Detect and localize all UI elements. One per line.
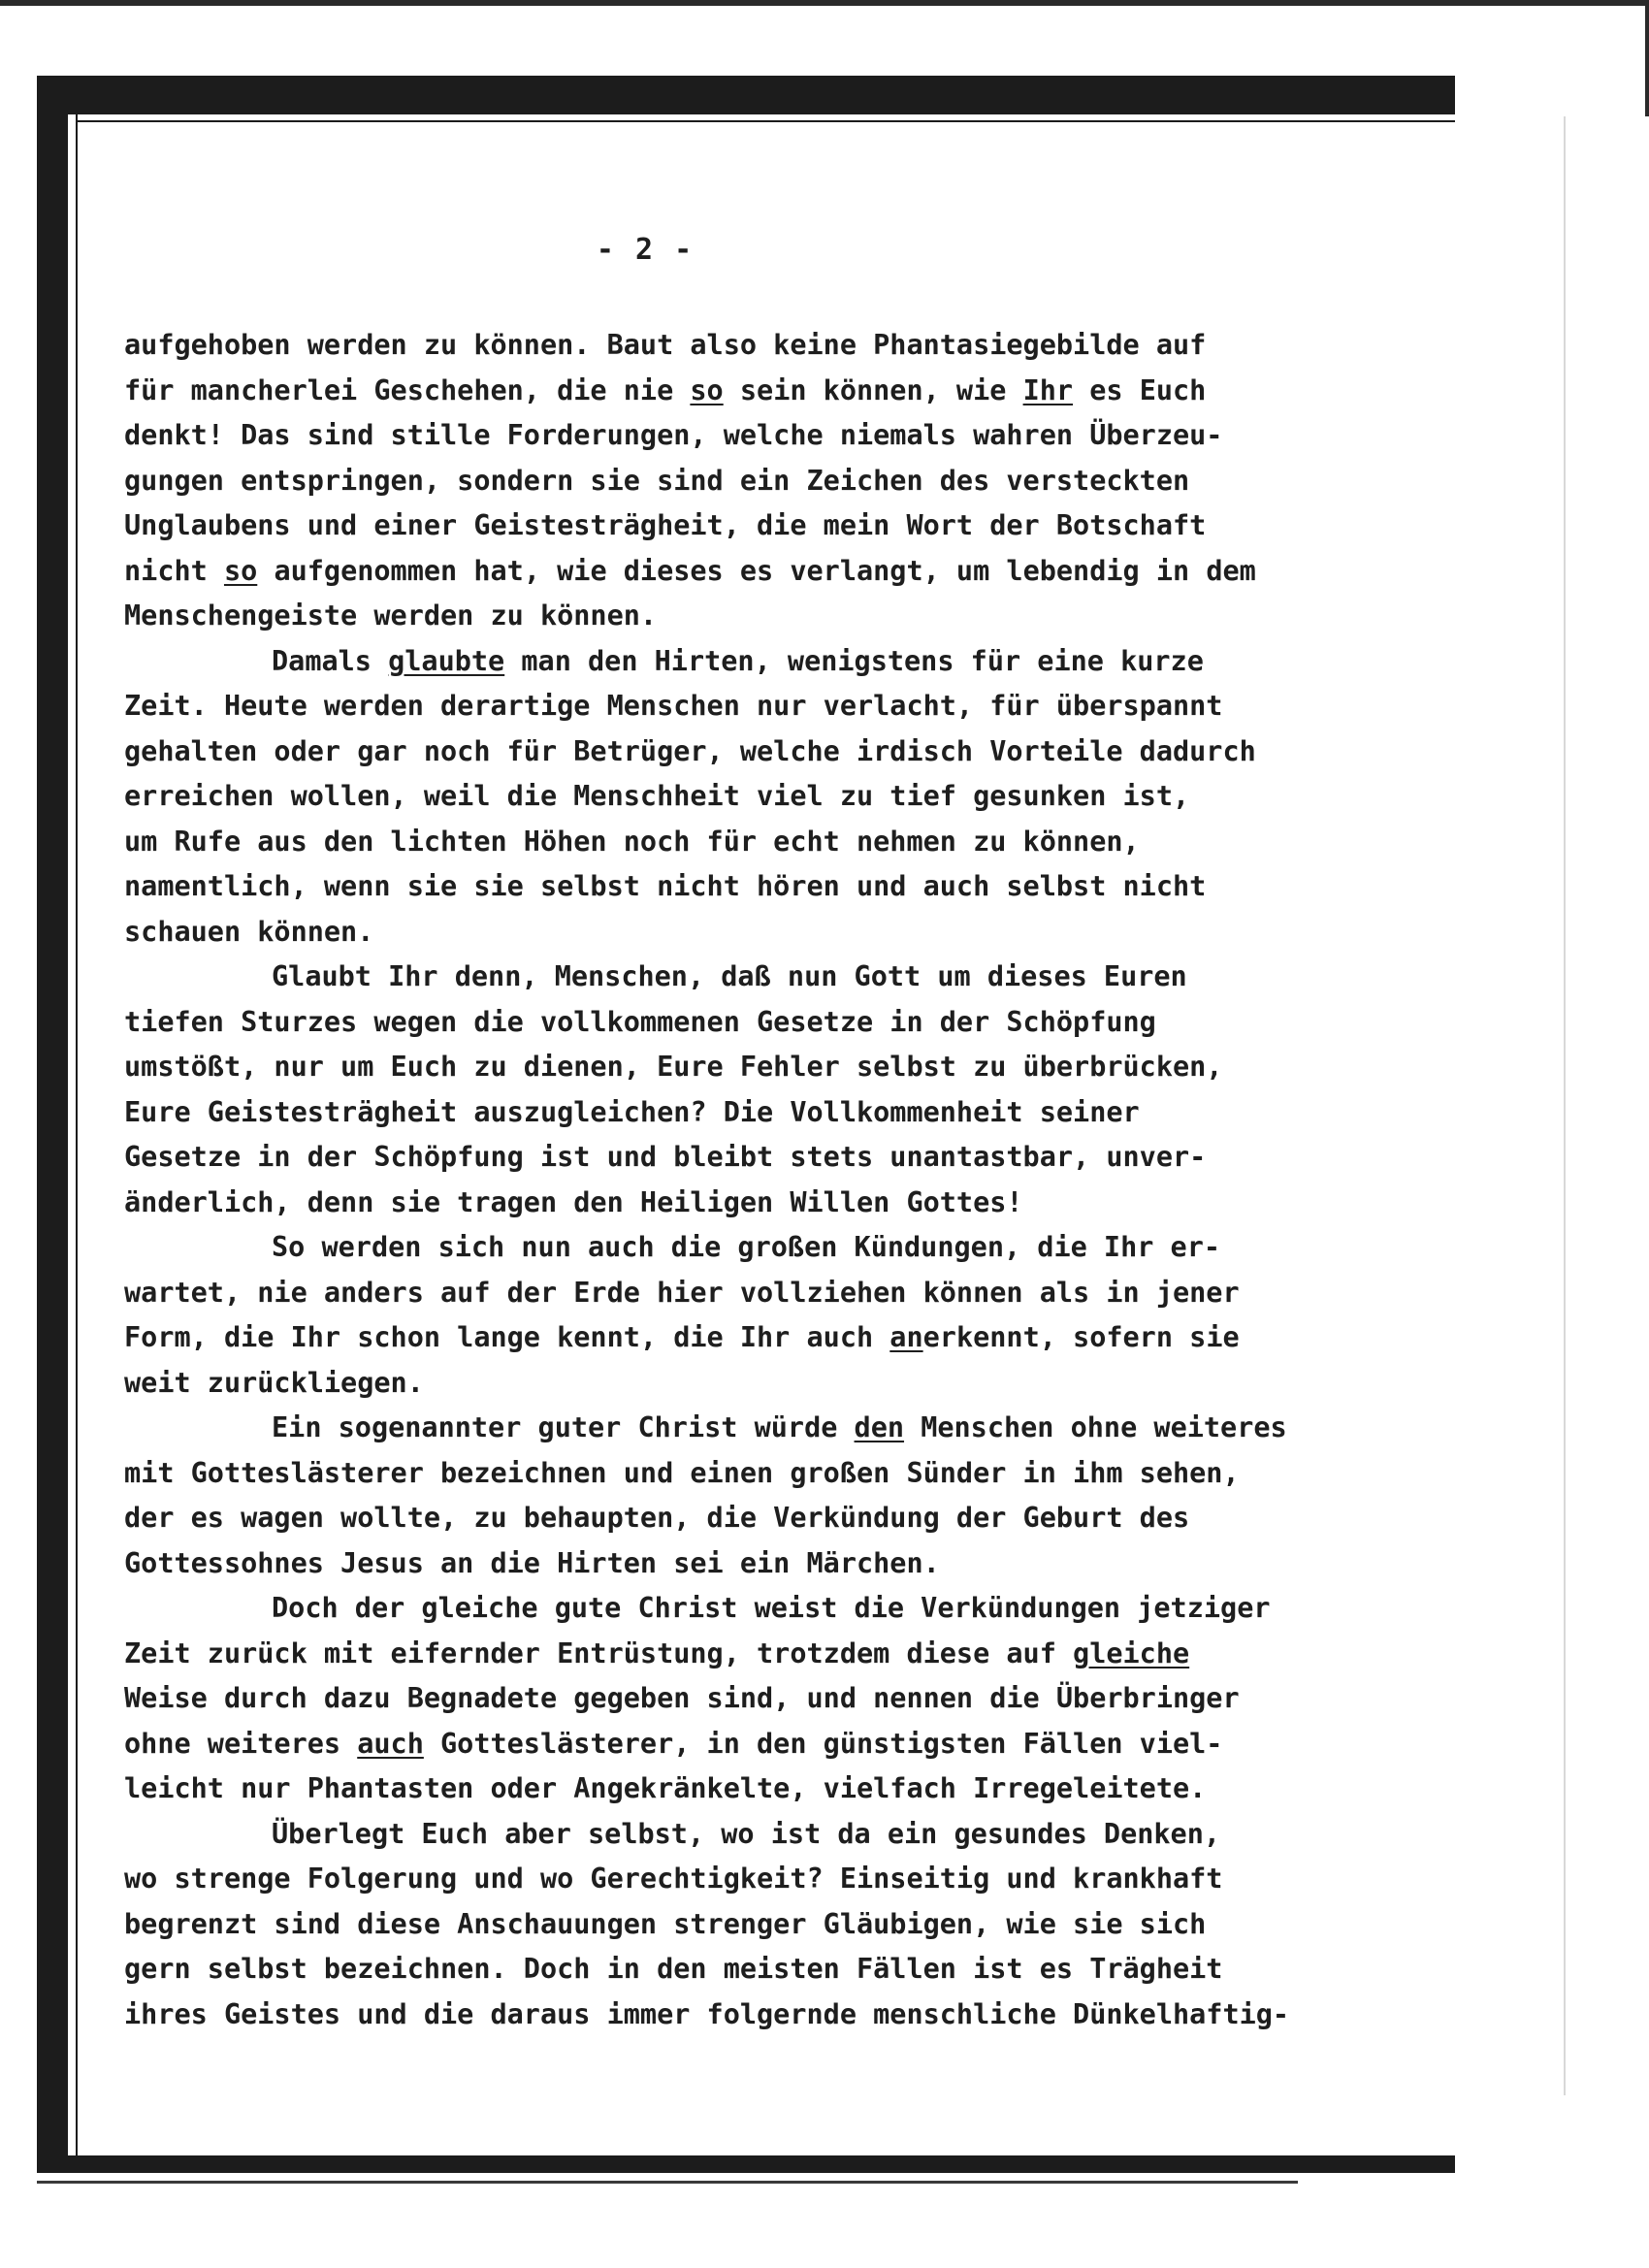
typewritten-text-block bbox=[124, 323, 1482, 2037]
text-run: nicht bbox=[124, 554, 224, 587]
text-run: weit zurückliegen. bbox=[124, 1366, 424, 1399]
scan-border-left-inner bbox=[68, 114, 76, 2161]
text-line bbox=[124, 1090, 1482, 1136]
text-line bbox=[124, 323, 1482, 369]
text-run: Unglaubens und einer Geistesträgheit, die mein Wort der Botschaft bbox=[124, 509, 1207, 541]
text-line bbox=[124, 1812, 1482, 1858]
text-line bbox=[124, 1947, 1482, 1993]
text-run: gehalten oder gar noch für Betrüger, welche irdisch Vorteile dadurch bbox=[124, 734, 1256, 767]
text-run: Überlegt Euch aber selbst, wo ist da ein gesundes Denken, bbox=[272, 1817, 1221, 1850]
text-line bbox=[124, 1135, 1482, 1181]
text-run: man den Hirten, wenigstens für eine kurze bbox=[504, 644, 1204, 677]
text-line bbox=[124, 910, 1482, 956]
text-line bbox=[124, 1271, 1482, 1316]
underlined-word: so bbox=[690, 373, 724, 406]
page-number: - 2 - bbox=[596, 233, 695, 267]
text-line bbox=[124, 1857, 1482, 1902]
text-run: es Euch bbox=[1073, 373, 1207, 406]
text-line bbox=[124, 729, 1482, 775]
text-run: ohne weiteres bbox=[124, 1727, 358, 1760]
text-line bbox=[124, 1361, 1482, 1407]
text-run: Doch der gleiche gute Christ weist die Verkündungen jetziger bbox=[272, 1592, 1271, 1624]
text-line bbox=[124, 413, 1482, 459]
text-run: der es wagen wollte, zu behaupten, die Verkündung der Geburt des bbox=[124, 1502, 1190, 1534]
text-run: denkt! Das sind stille Forderungen, welche niemals wahren Überzeu- bbox=[124, 419, 1223, 451]
underlined-word: so bbox=[223, 554, 258, 587]
text-run: erkennt, sofern sie bbox=[922, 1321, 1240, 1353]
text-run: Zeit zurück mit eifernder Entrüstung, trotzdem diese auf bbox=[124, 1636, 1074, 1669]
text-run: mit Gotteslästerer bezeichnen und einen großen Sünder in ihm sehen, bbox=[124, 1456, 1240, 1489]
text-line bbox=[124, 820, 1482, 865]
underlined-word: den bbox=[854, 1411, 905, 1443]
text-run: für mancherlei Geschehen, die nie bbox=[124, 373, 691, 406]
underlined-word: auch bbox=[357, 1727, 424, 1760]
text-run: leicht nur Phantasten oder Angekränkelte, vielfach Irregeleitete. bbox=[124, 1772, 1207, 1804]
text-line bbox=[124, 1315, 1482, 1361]
text-line bbox=[124, 1496, 1482, 1541]
text-run: gungen entspringen, sondern sie sind ein Zeichen des versteckten bbox=[124, 464, 1190, 497]
text-run: erreichen wollen, weil die Menschheit viel zu tief gesunken ist, bbox=[124, 780, 1190, 812]
text-run: tiefen Sturzes wegen die vollkommenen Gesetze in der Schöpfung bbox=[124, 1005, 1156, 1038]
text-run: Weise durch dazu Begnadete gegeben sind, und nennen die Überbringer bbox=[124, 1682, 1240, 1714]
text-run: Gesetze in der Schöpfung ist und bleibt stets unantastbar, unver- bbox=[124, 1141, 1207, 1173]
text-run: Menschen ohne weiteres bbox=[904, 1411, 1287, 1443]
text-line bbox=[124, 1406, 1482, 1451]
text-line bbox=[124, 594, 1482, 639]
text-run: So werden sich nun auch die großen Kündungen, die Ihr er- bbox=[272, 1231, 1221, 1263]
text-line bbox=[124, 1045, 1482, 1090]
text-run: schauen können. bbox=[124, 915, 374, 948]
text-run: sein können, wie bbox=[723, 373, 1023, 406]
text-run: Gotteslästerer, in den günstigsten Fällen viel- bbox=[423, 1727, 1223, 1760]
text-run: ihres Geistes und die daraus immer folgernde menschliche Dünkelhaftig- bbox=[124, 1997, 1290, 2030]
text-line bbox=[124, 1902, 1482, 1948]
text-line bbox=[124, 1181, 1482, 1226]
text-run: umstößt, nur um Euch zu dienen, Eure Fehler selbst zu überbrücken, bbox=[124, 1051, 1223, 1083]
text-line bbox=[124, 369, 1482, 414]
text-line bbox=[124, 1993, 1482, 2038]
text-line bbox=[124, 1541, 1482, 1587]
text-line bbox=[124, 1586, 1482, 1632]
text-line bbox=[124, 864, 1482, 910]
text-line bbox=[124, 1000, 1482, 1046]
page-right-edge bbox=[1564, 116, 1566, 2095]
text-line bbox=[124, 639, 1482, 685]
text-line bbox=[124, 955, 1482, 1000]
underlined-word: glaubte bbox=[388, 644, 505, 677]
scan-border-bottom-line bbox=[37, 2181, 1298, 2184]
text-run: Damals bbox=[272, 644, 389, 677]
text-run: Zeit. Heute werden derartige Menschen nur verlacht, für überspannt bbox=[124, 690, 1223, 722]
scan-right-edge bbox=[1645, 0, 1649, 116]
text-line bbox=[124, 1722, 1482, 1767]
text-run: wartet, nie anders auf der Erde hier vollziehen können als in jener bbox=[124, 1276, 1240, 1309]
scan-top-edge bbox=[0, 0, 1649, 6]
text-line bbox=[124, 459, 1482, 504]
text-run: wo strenge Folgerung und wo Gerechtigkeit? Einseitig und krankhaft bbox=[124, 1863, 1223, 1895]
text-run: gern selbst bezeichnen. Doch in den meisten Fällen ist es Trägheit bbox=[124, 1953, 1223, 1985]
text-run: Gottessohnes Jesus an die Hirten sei ein Märchen. bbox=[124, 1546, 940, 1579]
text-run: Form, die Ihr schon lange kennt, die Ihr auch bbox=[124, 1321, 890, 1353]
text-line bbox=[124, 1766, 1482, 1812]
scan-border-bottom bbox=[37, 2155, 1455, 2173]
text-run: aufgenommen hat, wie dieses es verlangt, um lebendig in dem bbox=[257, 554, 1256, 587]
text-run: Menschengeiste werden zu können. bbox=[124, 599, 658, 632]
text-run: Eure Geistesträgheit auszugleichen? Die Vollkommenheit seiner bbox=[124, 1095, 1140, 1128]
text-line bbox=[124, 1676, 1482, 1722]
text-line bbox=[124, 503, 1482, 549]
underlined-word: an bbox=[889, 1321, 923, 1353]
underlined-word: gleiche bbox=[1073, 1636, 1190, 1669]
underlined-word: Ihr bbox=[1022, 373, 1074, 406]
text-run: begrenzt sind diese Anschauungen strenger Gläubigen, wie sie sich bbox=[124, 1907, 1207, 1940]
text-run: änderlich, denn sie tragen den Heiligen Willen Gottes! bbox=[124, 1185, 1023, 1218]
text-line bbox=[124, 1451, 1482, 1497]
text-run: um Rufe aus den lichten Höhen noch für echt nehmen zu können, bbox=[124, 825, 1140, 858]
text-line bbox=[124, 684, 1482, 729]
text-line bbox=[124, 774, 1482, 820]
text-line bbox=[124, 549, 1482, 595]
scan-border-gap bbox=[78, 114, 1455, 120]
text-run: namentlich, wenn sie sie selbst nicht hören und auch selbst nicht bbox=[124, 870, 1207, 902]
text-line bbox=[124, 1225, 1482, 1271]
text-run: Glaubt Ihr denn, Menschen, daß nun Gott um dieses Euren bbox=[272, 960, 1187, 992]
text-run: aufgehoben werden zu können. Baut also keine Phantasiegebilde auf bbox=[124, 329, 1207, 361]
text-run: Ein sogenannter guter Christ würde bbox=[272, 1411, 855, 1443]
text-line bbox=[124, 1632, 1482, 1677]
